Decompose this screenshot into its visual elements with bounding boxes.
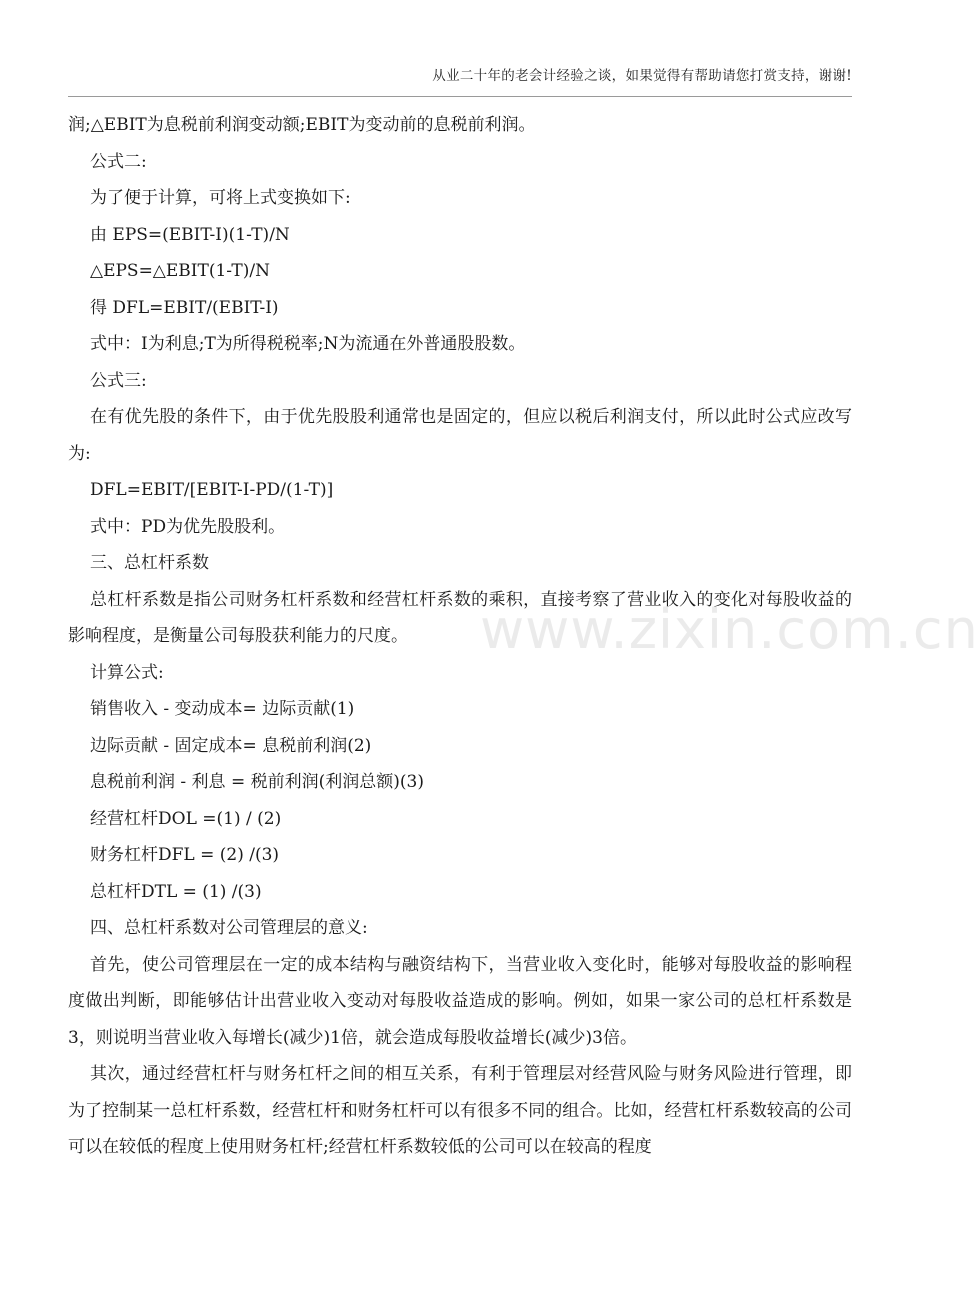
formula-line: 得 DFL=EBIT/(EBIT-I) [90, 297, 279, 318]
paragraph-wrapper [68, 947, 852, 1057]
formula-heading: 公式三: [90, 370, 147, 391]
paragraph-wrapper [68, 1056, 852, 1166]
formula-line: 总杠杆DTL = (1) /(3) [90, 881, 262, 902]
paragraph: 总杠杆系数是指公司财务杠杆系数和经营杠杆系数的乘积，直接考察了营业收入的变化对每股收益的影响程度，是衡量公司每股获利能力的尺度。 [68, 589, 852, 646]
paragraph: 首先，使公司管理层在一定的成本结构与融资结构下，当营业收入变化时，能够对每股收益的影响程度做出判断，即能够估计出营业收入变动对每股收益造成的影响。例如，如果一家公司的总杠杆系数是3，则说明当营业收入每增长(减少)1倍，就会造成每股收益增长(减少)3倍。 [68, 954, 852, 1048]
formula-line: 财务杠杆DFL = (2) /(3) [90, 845, 280, 865]
body-line: 为了便于计算，可将上式变换如下: [90, 188, 351, 208]
body-line: 计算公式: [90, 662, 164, 683]
formula-line: 由 EPS=(EBIT-I)(1-T)/N [90, 224, 290, 245]
paragraph-wrapper [68, 582, 852, 655]
body-line: 式中：I为利息;T为所得税税率;N为流通在外普通股股数。 [90, 334, 526, 354]
formula-line: 经营杠杆DOL =(1) / (2) [90, 808, 282, 829]
body-line: 式中：PD为优先股股利。 [90, 516, 286, 537]
formula-line: 息税前利润 - 利息 = 税前利润(利润总额)(3) [90, 772, 424, 792]
paragraph: 其次，通过经营杠杆与财务杠杆之间的相互关系，有利于管理层对经营风险与财务风险进行管理，即为了控制某一总杠杆系数，经营杠杆和财务杠杆可以有很多不同的组合。比如，经营杠杆系数较高的公司可以在较低的程度上使用财务杠杆;经营杠杆系数较低的公司可以在较高的程度 [68, 1064, 852, 1157]
formula-line: △EPS=△EBIT(1-T)/N [90, 261, 271, 281]
formula-heading: 公式二: [90, 151, 147, 172]
watermark: www.zixin.com.cn [480, 598, 979, 661]
document-body [68, 107, 852, 1166]
body-line: 润;△EBIT为息税前利润变动额;EBIT为变动前的息税前利润。 [68, 115, 536, 135]
header-divider [68, 96, 852, 97]
section-heading: 四、总杠杆系数对公司管理层的意义: [90, 918, 368, 938]
section-heading: 三、总杠杆系数 [90, 553, 209, 573]
formula-line: DFL=EBIT/[EBIT-I-PD/(1-T)] [90, 480, 334, 500]
paragraph-wrapper [68, 399, 852, 472]
formula-line: 边际贡献 - 固定成本= 息税前利润(2) [90, 735, 372, 756]
formula-line: 销售收入 - 变动成本= 边际贡献(1) [90, 699, 355, 719]
page-header: 从业二十年的老会计经验之谈，如果觉得有帮助请您打赏支持，谢谢! [432, 68, 852, 84]
paragraph: 在有优先股的条件下，由于优先股股利通常也是固定的，但应以税后利润支付，所以此时公式应改写为: [68, 407, 852, 464]
